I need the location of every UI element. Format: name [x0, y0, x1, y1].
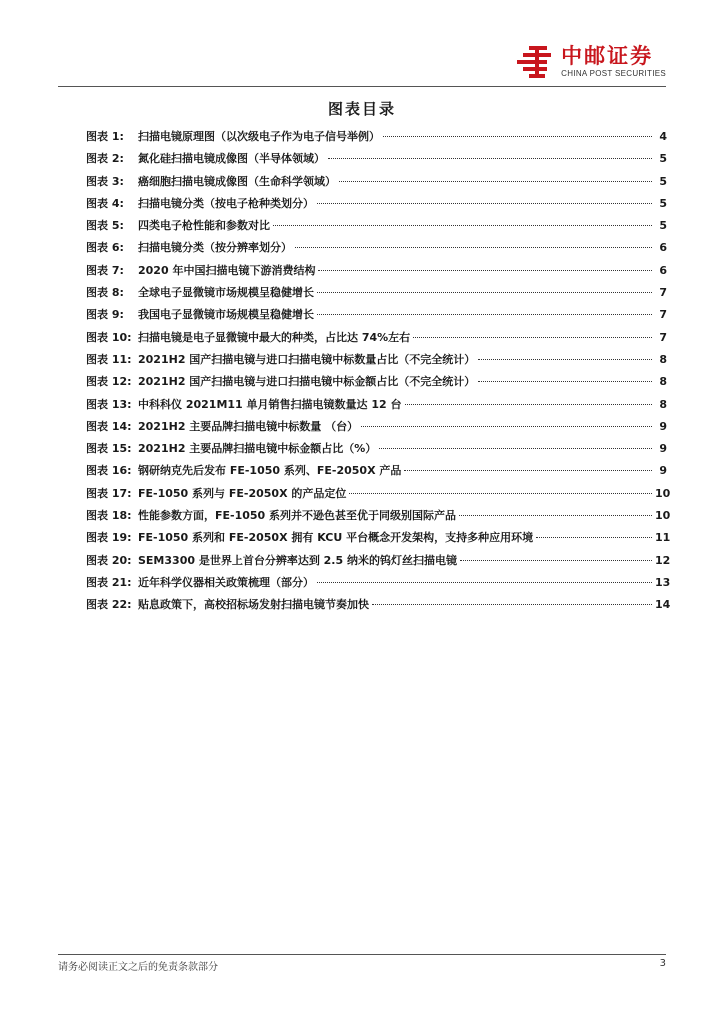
toc-entry-page: 7 — [659, 286, 667, 300]
toc-entry-page: 8 — [659, 352, 667, 366]
toc-entry[interactable] — [86, 195, 667, 217]
toc-entry-leader — [339, 181, 652, 182]
toc-entry-leader — [413, 337, 652, 338]
toc-entry[interactable] — [86, 507, 671, 529]
brand-logo — [515, 44, 666, 80]
toc-entry-text: 性能参数方面，FE-1050 系列并不逊色甚至优于同级别国际产品 — [138, 509, 457, 523]
toc-entry-label: 图表 4: — [86, 196, 124, 210]
toc-entry[interactable] — [86, 373, 667, 395]
toc-entry-page: 6 — [659, 263, 667, 277]
footer-divider — [58, 954, 666, 955]
toc-entry-text: 中科科仪 2021M11 单月销售扫描电镜数量达 12 台 — [138, 397, 402, 411]
toc-entry-page: 10 — [655, 486, 671, 500]
toc-entry-leader — [317, 292, 652, 293]
toc-entry-leader — [404, 470, 652, 471]
toc-entry-leader — [379, 448, 652, 449]
toc-entry-label: 图表 14: — [86, 419, 132, 433]
toc-entry-leader — [383, 136, 652, 137]
toc-entry-page: 9 — [659, 464, 667, 478]
brand-name-cn: 中邮证券 — [561, 44, 654, 68]
toc-entry-text: 近年科学仪器相关政策梳理（部分） — [138, 575, 314, 589]
toc-entry-text: 扫描电镜是电子显微镜中最大的种类，占比达 74%左右 — [138, 330, 411, 344]
toc-entry-label: 图表 18: — [86, 509, 132, 523]
toc-entry-text: 扫描电镜分类（按分辨率划分） — [138, 241, 292, 255]
toc-entry-label: 图表 3: — [86, 174, 124, 188]
toc-entry-leader — [328, 158, 652, 159]
toc-entry-text: 2021H2 主要品牌扫描电镜中标金额占比（%） — [138, 442, 377, 456]
toc-entry-page: 12 — [655, 553, 671, 567]
toc-entry[interactable] — [86, 128, 667, 150]
toc-entry-label: 图表 20: — [86, 553, 132, 567]
toc-entry-page: 5 — [659, 219, 667, 233]
toc-entry-page: 5 — [659, 196, 667, 210]
toc-entry[interactable] — [86, 306, 667, 328]
toc-entry[interactable] — [86, 485, 671, 507]
toc-entry-page: 14 — [655, 598, 671, 612]
header-divider — [58, 86, 666, 87]
page-number: 3 — [659, 958, 666, 969]
toc-entry-label: 图表 8: — [86, 286, 124, 300]
toc-entry[interactable] — [86, 284, 667, 306]
toc-entry-leader — [361, 426, 652, 427]
toc-entry-leader — [460, 560, 652, 561]
toc-entry-page: 7 — [659, 308, 667, 322]
toc-entry-text: 2021H2 国产扫描电镜与进口扫描电镜中标金额占比（不完全统计） — [138, 375, 476, 389]
toc-entry-text: 氮化硅扫描电镜成像图（半导体领域） — [138, 152, 325, 166]
toc-entry-leader — [349, 493, 652, 494]
brand-name-en: CHINA POST SECURITIES — [561, 69, 666, 78]
toc-entry-text: 我国电子显微镜市场规模呈稳健增长 — [138, 308, 314, 322]
toc-entry-label: 图表 5: — [86, 219, 124, 233]
toc-entry-label: 图表 2: — [86, 152, 124, 166]
toc-entry-leader — [536, 537, 652, 538]
toc-entry[interactable] — [86, 440, 667, 462]
toc-entry-label: 图表 15: — [86, 442, 132, 456]
footer-disclaimer: 请务必阅读正文之后的免责条款部分 — [58, 962, 218, 973]
toc-entry-text: 2020 年中国扫描电镜下游消费结构 — [138, 263, 316, 277]
toc-entry[interactable] — [86, 329, 667, 351]
toc-entry[interactable] — [86, 418, 667, 440]
toc-entry[interactable] — [86, 173, 667, 195]
toc-entry-label: 图表 17: — [86, 486, 132, 500]
toc-entry-page: 10 — [655, 509, 671, 523]
toc-entry-leader — [372, 604, 652, 605]
toc-list — [86, 128, 671, 619]
toc-entry-label: 图表 22: — [86, 598, 132, 612]
toc-entry-leader — [459, 515, 652, 516]
toc-entry-label: 图表 16: — [86, 464, 132, 478]
toc-entry-page: 11 — [655, 531, 671, 545]
toc-entry-label: 图表 6: — [86, 241, 124, 255]
toc-entry-page: 7 — [659, 330, 667, 344]
toc-entry-label: 图表 9: — [86, 308, 124, 322]
toc-entry-text: 扫描电镜分类（按电子枪种类划分） — [138, 196, 314, 210]
toc-entry-label: 图表 11: — [86, 352, 132, 366]
toc-entry-text: 扫描电镜原理图（以次级电子作为电子信号举例） — [138, 130, 380, 143]
toc-entry-page: 6 — [659, 241, 667, 255]
toc-entry-text: 2021H2 国产扫描电镜与进口扫描电镜中标数量占比（不完全统计） — [138, 352, 476, 366]
toc-entry-leader — [317, 582, 652, 583]
toc-entry[interactable] — [86, 462, 667, 484]
toc-entry[interactable] — [86, 574, 671, 596]
toc-entry[interactable] — [86, 396, 667, 418]
toc-entry-leader — [405, 404, 653, 405]
toc-entry-label: 图表 19: — [86, 531, 132, 545]
toc-entry-text: 2021H2 主要品牌扫描电镜中标数量 （台） — [138, 419, 359, 433]
toc-entry-leader — [317, 314, 652, 315]
toc-entry[interactable] — [86, 596, 671, 618]
toc-entry-leader — [295, 247, 652, 248]
toc-entry[interactable] — [86, 552, 671, 574]
toc-entry-label: 图表 1: — [86, 130, 124, 143]
toc-entry-page: 9 — [659, 419, 667, 433]
china-post-logo-icon — [515, 44, 555, 80]
toc-entry-label: 图表 7: — [86, 263, 124, 277]
toc-entry-text: SEM3300 是世界上首台分辨率达到 2.5 纳米的钨灯丝扫描电镜 — [138, 553, 457, 567]
toc-entry[interactable] — [86, 239, 667, 261]
toc-entry-text: 钢研纳克先后发布 FE-1050 系列、FE-2050X 产品 — [138, 464, 402, 478]
toc-entry-page: 8 — [659, 397, 667, 411]
toc-entry-page: 5 — [659, 152, 667, 166]
toc-entry-label: 图表 21: — [86, 575, 132, 589]
toc-entry-label: 图表 13: — [86, 397, 132, 411]
toc-entry-label: 图表 12: — [86, 375, 132, 389]
toc-entry-text: 癌细胞扫描电镜成像图（生命科学领域） — [138, 174, 336, 188]
toc-entry[interactable] — [86, 217, 667, 239]
toc-entry-text: FE-1050 系列和 FE-2050X 拥有 KCU 平台概念开发架构，支持多种应用环境 — [138, 531, 534, 545]
toc-entry-leader — [478, 381, 652, 382]
toc-entry-page: 8 — [659, 375, 667, 389]
toc-entry-page: 13 — [655, 575, 671, 589]
toc-entry-text: FE-1050 系列与 FE-2050X 的产品定位 — [138, 486, 347, 500]
toc-entry-leader — [273, 225, 652, 226]
toc-entry[interactable] — [86, 150, 667, 172]
toc-entry-leader — [478, 359, 652, 360]
toc-entry[interactable] — [86, 529, 671, 551]
toc-title: 图表目录 — [327, 100, 396, 118]
toc-entry-leader — [318, 270, 652, 271]
toc-entry-leader — [317, 203, 652, 204]
toc-entry-text: 四类电子枪性能和参数对比 — [138, 219, 270, 233]
toc-entry-page: 5 — [659, 174, 667, 188]
toc-entry-page: 9 — [659, 442, 667, 456]
toc-entry[interactable] — [86, 262, 667, 284]
toc-entry-text: 贴息政策下，高校招标场发射扫描电镜节奏加快 — [138, 598, 369, 612]
toc-entry-page: 4 — [659, 130, 667, 143]
toc-entry[interactable] — [86, 351, 667, 373]
toc-entry-text: 全球电子显微镜市场规模呈稳健增长 — [138, 286, 314, 300]
toc-entry-label: 图表 10: — [86, 330, 132, 344]
